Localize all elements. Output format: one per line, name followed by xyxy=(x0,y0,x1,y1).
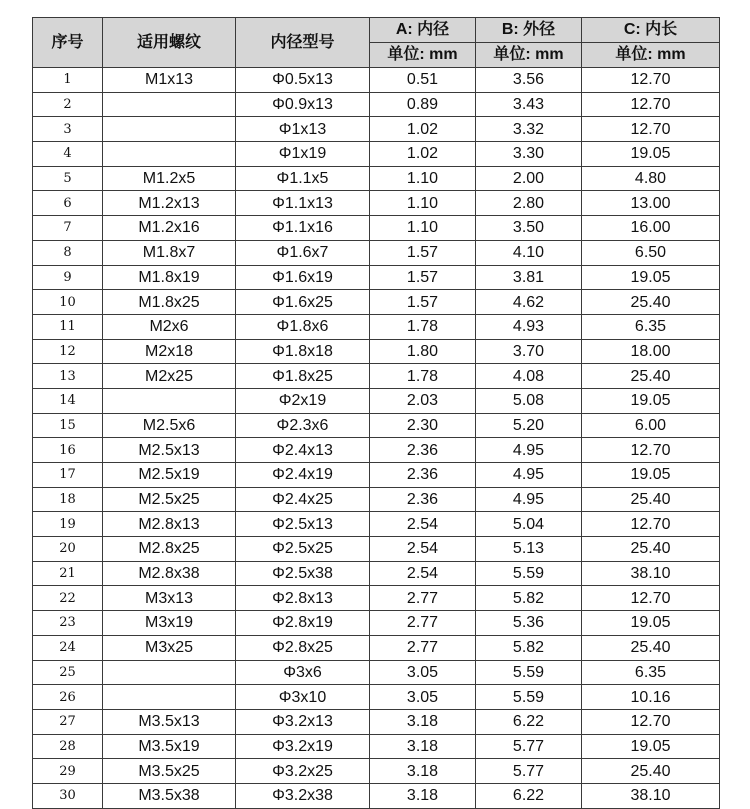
cell-inner-length: 12.70 xyxy=(582,438,720,463)
cell-inner-diameter: 1.10 xyxy=(370,166,476,191)
cell-inner-length: 4.80 xyxy=(582,166,720,191)
cell-model: Φ2.3x6 xyxy=(236,413,370,438)
cell-thread xyxy=(103,117,236,142)
cell-inner-length: 25.40 xyxy=(582,290,720,315)
cell-inner-diameter: 2.54 xyxy=(370,512,476,537)
cell-outer-diameter: 6.22 xyxy=(476,709,582,734)
cell-model: Φ3x10 xyxy=(236,685,370,710)
table-row xyxy=(33,783,720,808)
table-row xyxy=(33,537,720,562)
cell-no: 5 xyxy=(33,166,103,191)
cell-outer-diameter: 4.93 xyxy=(476,314,582,339)
cell-thread: M3.5x38 xyxy=(103,783,236,808)
cell-no: 8 xyxy=(33,240,103,265)
cell-inner-length: 6.35 xyxy=(582,314,720,339)
table-header xyxy=(33,18,720,68)
cell-inner-diameter: 2.54 xyxy=(370,537,476,562)
cell-inner-diameter: 1.02 xyxy=(370,117,476,142)
cell-thread: M1.2x5 xyxy=(103,166,236,191)
cell-thread: M1.8x19 xyxy=(103,265,236,290)
cell-no: 30 xyxy=(33,783,103,808)
cell-model: Φ1.1x13 xyxy=(236,191,370,216)
cell-thread: M1.2x13 xyxy=(103,191,236,216)
table-row xyxy=(33,487,720,512)
cell-inner-length: 38.10 xyxy=(582,783,720,808)
cell-thread: M3.5x25 xyxy=(103,759,236,784)
table-row xyxy=(33,290,720,315)
cell-no: 3 xyxy=(33,117,103,142)
cell-no: 24 xyxy=(33,635,103,660)
cell-inner-diameter: 1.78 xyxy=(370,364,476,389)
table-row xyxy=(33,364,720,389)
cell-outer-diameter: 3.81 xyxy=(476,265,582,290)
cell-inner-diameter: 1.78 xyxy=(370,314,476,339)
cell-inner-diameter: 2.77 xyxy=(370,586,476,611)
cell-outer-diameter: 5.82 xyxy=(476,635,582,660)
cell-thread xyxy=(103,142,236,167)
cell-outer-diameter: 5.08 xyxy=(476,388,582,413)
cell-model: Φ1.6x19 xyxy=(236,265,370,290)
cell-inner-diameter: 3.05 xyxy=(370,685,476,710)
table-row xyxy=(33,314,720,339)
cell-outer-diameter: 5.13 xyxy=(476,537,582,562)
cell-inner-length: 10.16 xyxy=(582,685,720,710)
cell-inner-length: 12.70 xyxy=(582,117,720,142)
cell-thread: M1.8x25 xyxy=(103,290,236,315)
cell-outer-diameter: 4.08 xyxy=(476,364,582,389)
header-unit-a: 单位: mm xyxy=(370,43,476,68)
cell-outer-diameter: 3.32 xyxy=(476,117,582,142)
cell-thread: M2.8x13 xyxy=(103,512,236,537)
cell-model: Φ1.6x7 xyxy=(236,240,370,265)
table-row xyxy=(33,586,720,611)
cell-no: 4 xyxy=(33,142,103,167)
cell-outer-diameter: 5.04 xyxy=(476,512,582,537)
cell-inner-diameter: 3.18 xyxy=(370,783,476,808)
cell-inner-length: 25.40 xyxy=(582,635,720,660)
cell-model: Φ0.5x13 xyxy=(236,68,370,93)
cell-no: 2 xyxy=(33,92,103,117)
cell-inner-length: 12.70 xyxy=(582,92,720,117)
cell-no: 29 xyxy=(33,759,103,784)
cell-inner-diameter: 1.10 xyxy=(370,191,476,216)
table-row xyxy=(33,660,720,685)
table-row xyxy=(33,759,720,784)
cell-no: 13 xyxy=(33,364,103,389)
cell-outer-diameter: 6.22 xyxy=(476,783,582,808)
cell-thread: M2.5x25 xyxy=(103,487,236,512)
cell-thread: M2.5x19 xyxy=(103,463,236,488)
cell-model: Φ2.8x13 xyxy=(236,586,370,611)
table-row xyxy=(33,216,720,241)
cell-inner-diameter: 0.51 xyxy=(370,68,476,93)
cell-model: Φ1.1x16 xyxy=(236,216,370,241)
cell-thread xyxy=(103,388,236,413)
cell-outer-diameter: 5.77 xyxy=(476,759,582,784)
cell-outer-diameter: 3.43 xyxy=(476,92,582,117)
cell-inner-diameter: 1.02 xyxy=(370,142,476,167)
table-row xyxy=(33,142,720,167)
table-row xyxy=(33,709,720,734)
cell-outer-diameter: 3.50 xyxy=(476,216,582,241)
cell-inner-length: 12.70 xyxy=(582,68,720,93)
cell-outer-diameter: 5.36 xyxy=(476,611,582,636)
cell-outer-diameter: 5.59 xyxy=(476,685,582,710)
cell-outer-diameter: 4.62 xyxy=(476,290,582,315)
cell-model: Φ2.4x19 xyxy=(236,463,370,488)
cell-inner-length: 25.40 xyxy=(582,759,720,784)
cell-thread: M2.5x6 xyxy=(103,413,236,438)
cell-outer-diameter: 5.77 xyxy=(476,734,582,759)
cell-thread: M1.8x7 xyxy=(103,240,236,265)
cell-no: 23 xyxy=(33,611,103,636)
cell-model: Φ2.8x25 xyxy=(236,635,370,660)
cell-inner-length: 19.05 xyxy=(582,388,720,413)
cell-no: 22 xyxy=(33,586,103,611)
cell-no: 26 xyxy=(33,685,103,710)
cell-thread: M2.8x25 xyxy=(103,537,236,562)
cell-thread: M2x18 xyxy=(103,339,236,364)
cell-model: Φ1.6x25 xyxy=(236,290,370,315)
cell-inner-diameter: 1.57 xyxy=(370,290,476,315)
cell-thread: M3.5x13 xyxy=(103,709,236,734)
cell-no: 25 xyxy=(33,660,103,685)
cell-no: 7 xyxy=(33,216,103,241)
cell-inner-length: 12.70 xyxy=(582,709,720,734)
cell-outer-diameter: 4.95 xyxy=(476,487,582,512)
cell-model: Φ1.8x6 xyxy=(236,314,370,339)
cell-outer-diameter: 3.30 xyxy=(476,142,582,167)
cell-inner-diameter: 2.03 xyxy=(370,388,476,413)
table-row xyxy=(33,265,720,290)
cell-model: Φ3.2x13 xyxy=(236,709,370,734)
cell-inner-length: 19.05 xyxy=(582,734,720,759)
cell-outer-diameter: 3.70 xyxy=(476,339,582,364)
table-row xyxy=(33,413,720,438)
cell-outer-diameter: 5.59 xyxy=(476,561,582,586)
table-row xyxy=(33,191,720,216)
cell-inner-length: 16.00 xyxy=(582,216,720,241)
cell-no: 16 xyxy=(33,438,103,463)
cell-model: Φ2.5x38 xyxy=(236,561,370,586)
cell-no: 27 xyxy=(33,709,103,734)
table-row xyxy=(33,635,720,660)
table-row xyxy=(33,388,720,413)
cell-inner-diameter: 2.30 xyxy=(370,413,476,438)
cell-model: Φ2x19 xyxy=(236,388,370,413)
cell-thread: M2x6 xyxy=(103,314,236,339)
cell-outer-diameter: 5.59 xyxy=(476,660,582,685)
cell-inner-diameter: 3.18 xyxy=(370,709,476,734)
cell-outer-diameter: 5.82 xyxy=(476,586,582,611)
cell-inner-diameter: 1.57 xyxy=(370,265,476,290)
cell-inner-length: 13.00 xyxy=(582,191,720,216)
cell-inner-diameter: 2.77 xyxy=(370,611,476,636)
cell-no: 14 xyxy=(33,388,103,413)
cell-no: 20 xyxy=(33,537,103,562)
cell-model: Φ1.1x5 xyxy=(236,166,370,191)
cell-no: 10 xyxy=(33,290,103,315)
cell-inner-length: 19.05 xyxy=(582,265,720,290)
cell-no: 1 xyxy=(33,68,103,93)
cell-outer-diameter: 2.80 xyxy=(476,191,582,216)
cell-outer-diameter: 2.00 xyxy=(476,166,582,191)
cell-inner-length: 6.35 xyxy=(582,660,720,685)
cell-model: Φ2.8x19 xyxy=(236,611,370,636)
table-row xyxy=(33,685,720,710)
cell-thread xyxy=(103,685,236,710)
cell-inner-length: 12.70 xyxy=(582,512,720,537)
header-inner-diameter: A: 内径 xyxy=(370,18,476,43)
cell-thread: M3x13 xyxy=(103,586,236,611)
cell-thread: M3x25 xyxy=(103,635,236,660)
cell-inner-diameter: 2.77 xyxy=(370,635,476,660)
cell-thread: M2x25 xyxy=(103,364,236,389)
cell-no: 15 xyxy=(33,413,103,438)
cell-inner-diameter: 0.89 xyxy=(370,92,476,117)
header-unit-b: 单位: mm xyxy=(476,43,582,68)
cell-inner-length: 19.05 xyxy=(582,463,720,488)
cell-inner-diameter: 3.05 xyxy=(370,660,476,685)
table-row xyxy=(33,240,720,265)
table-row xyxy=(33,734,720,759)
header-inner-length: C: 内长 xyxy=(582,18,720,43)
cell-thread: M1.2x16 xyxy=(103,216,236,241)
cell-inner-length: 25.40 xyxy=(582,537,720,562)
cell-model: Φ3.2x25 xyxy=(236,759,370,784)
cell-model: Φ3.2x38 xyxy=(236,783,370,808)
table-row xyxy=(33,463,720,488)
cell-inner-diameter: 2.36 xyxy=(370,463,476,488)
cell-inner-diameter: 3.18 xyxy=(370,759,476,784)
cell-model: Φ2.4x25 xyxy=(236,487,370,512)
cell-inner-diameter: 1.57 xyxy=(370,240,476,265)
cell-thread xyxy=(103,92,236,117)
cell-inner-diameter: 2.54 xyxy=(370,561,476,586)
cell-no: 19 xyxy=(33,512,103,537)
cell-no: 12 xyxy=(33,339,103,364)
cell-no: 28 xyxy=(33,734,103,759)
cell-outer-diameter: 5.20 xyxy=(476,413,582,438)
cell-inner-length: 6.50 xyxy=(582,240,720,265)
cell-thread: M3.5x19 xyxy=(103,734,236,759)
table-row xyxy=(33,561,720,586)
cell-no: 6 xyxy=(33,191,103,216)
cell-inner-length: 25.40 xyxy=(582,487,720,512)
cell-outer-diameter: 4.95 xyxy=(476,438,582,463)
cell-inner-length: 25.40 xyxy=(582,364,720,389)
cell-inner-length: 18.00 xyxy=(582,339,720,364)
cell-model: Φ1.8x25 xyxy=(236,364,370,389)
header-outer-diameter: B: 外径 xyxy=(476,18,582,43)
cell-thread: M2.8x38 xyxy=(103,561,236,586)
header-unit-c: 单位: mm xyxy=(582,43,720,68)
size-spec-table xyxy=(32,17,720,809)
cell-no: 18 xyxy=(33,487,103,512)
table-row xyxy=(33,512,720,537)
table-row xyxy=(33,438,720,463)
table-row xyxy=(33,611,720,636)
header-no: 序号 xyxy=(33,18,103,68)
cell-inner-diameter: 1.10 xyxy=(370,216,476,241)
cell-inner-length: 19.05 xyxy=(582,142,720,167)
table-row xyxy=(33,166,720,191)
cell-inner-length: 38.10 xyxy=(582,561,720,586)
cell-thread: M1x13 xyxy=(103,68,236,93)
cell-thread xyxy=(103,660,236,685)
table-body xyxy=(33,68,720,809)
cell-inner-diameter: 2.36 xyxy=(370,487,476,512)
table-row xyxy=(33,117,720,142)
cell-no: 21 xyxy=(33,561,103,586)
cell-no: 11 xyxy=(33,314,103,339)
cell-model: Φ1.8x18 xyxy=(236,339,370,364)
table-row xyxy=(33,339,720,364)
header-model: 内径型号 xyxy=(236,18,370,68)
cell-outer-diameter: 4.10 xyxy=(476,240,582,265)
cell-model: Φ1x19 xyxy=(236,142,370,167)
cell-inner-length: 19.05 xyxy=(582,611,720,636)
cell-model: Φ3.2x19 xyxy=(236,734,370,759)
cell-inner-length: 6.00 xyxy=(582,413,720,438)
cell-inner-diameter: 3.18 xyxy=(370,734,476,759)
cell-model: Φ3x6 xyxy=(236,660,370,685)
cell-thread: M3x19 xyxy=(103,611,236,636)
cell-model: Φ2.5x13 xyxy=(236,512,370,537)
table-row xyxy=(33,92,720,117)
cell-inner-diameter: 1.80 xyxy=(370,339,476,364)
cell-model: Φ2.5x25 xyxy=(236,537,370,562)
cell-thread: M2.5x13 xyxy=(103,438,236,463)
cell-model: Φ0.9x13 xyxy=(236,92,370,117)
cell-outer-diameter: 4.95 xyxy=(476,463,582,488)
cell-outer-diameter: 3.56 xyxy=(476,68,582,93)
cell-model: Φ1x13 xyxy=(236,117,370,142)
cell-no: 9 xyxy=(33,265,103,290)
cell-model: Φ2.4x13 xyxy=(236,438,370,463)
cell-no: 17 xyxy=(33,463,103,488)
cell-inner-length: 12.70 xyxy=(582,586,720,611)
table-row xyxy=(33,68,720,93)
header-thread: 适用螺纹 xyxy=(103,18,236,68)
cell-inner-diameter: 2.36 xyxy=(370,438,476,463)
